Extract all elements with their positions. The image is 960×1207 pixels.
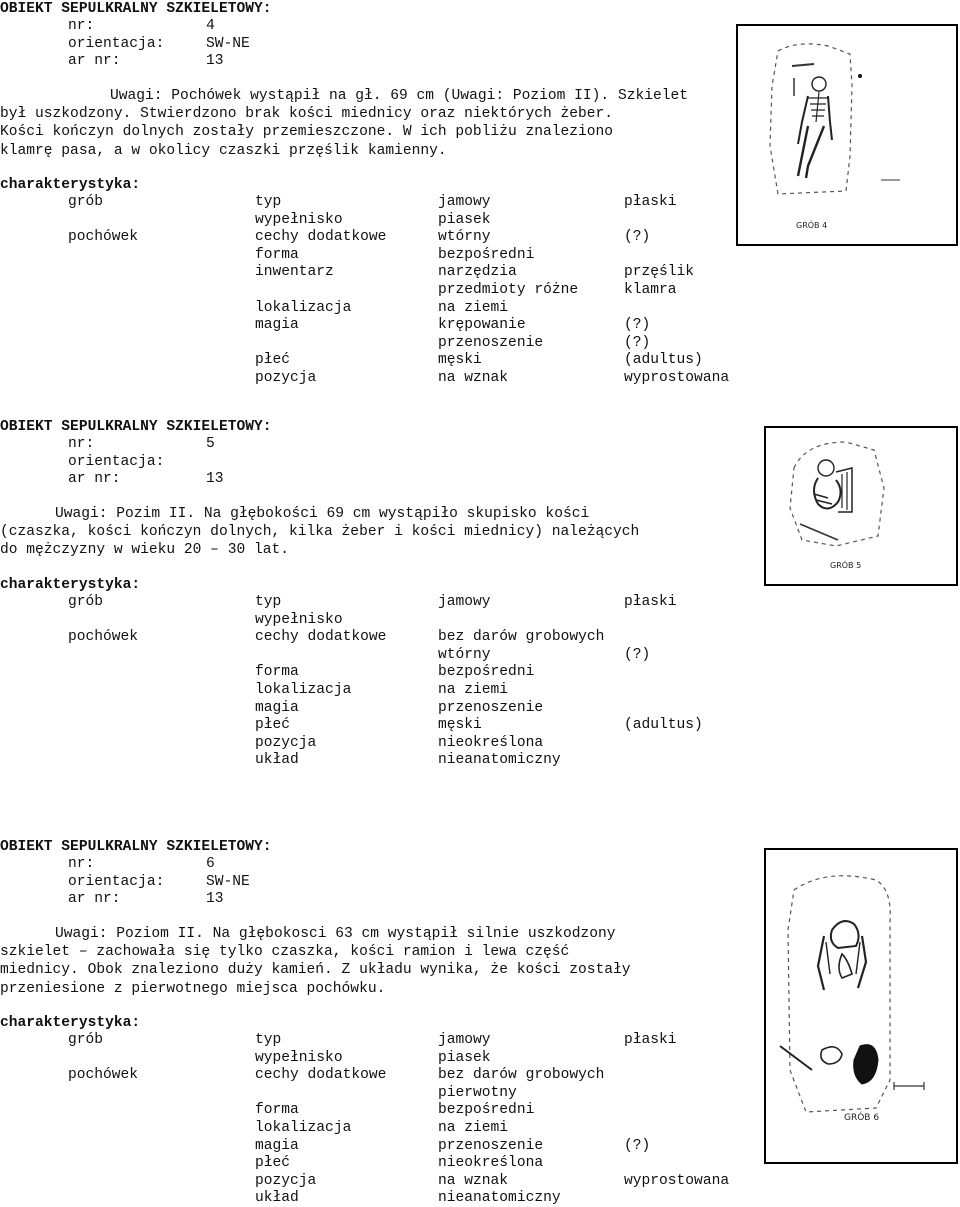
attribute-cell: płeć [255, 717, 291, 734]
orientation-value: SW-NE [206, 874, 250, 890]
ar-nr-value: 13 [206, 891, 224, 907]
qualifier-cell: (adultus) [624, 352, 703, 369]
grave-4-drawing [736, 24, 958, 246]
value-cell: bezpośredni [438, 1102, 535, 1119]
value-cell: jamowy [438, 594, 491, 610]
value-cell: przenoszenie [438, 699, 544, 716]
attribute-cell: układ [255, 752, 299, 769]
category-cell: pochówek [68, 1067, 139, 1084]
qualifier-cell: (?) [624, 317, 651, 334]
remarks-line: Uwagi: Pozim II. Na głębokości 69 cm wystąpiło skupisko kości [55, 506, 590, 522]
remarks-line: przeniesione z pierwotnego miejsca pochówku. [0, 980, 386, 997]
category-cell: pochówek [68, 629, 139, 646]
attribute-cell: forma [255, 664, 299, 681]
figure-caption: GRÓB 5 [830, 561, 862, 570]
value-cell: piasek [438, 211, 491, 228]
orientation-value: SW-NE [206, 36, 250, 52]
value-cell: na ziemi [438, 682, 509, 698]
attribute-cell: wypełnisko [255, 1049, 343, 1066]
nr-value: 4 [206, 18, 215, 34]
qualifier-cell: przęślik [624, 264, 695, 281]
attribute-cell: pozycja [255, 734, 317, 751]
value-cell: jamowy [438, 1032, 491, 1048]
value-cell: na ziemi [438, 299, 509, 316]
attribute-cell: typ [255, 594, 282, 610]
attribute-cell: inwentarz [255, 264, 334, 281]
attribute-cell: magia [255, 699, 299, 716]
attribute-cell: pozycja [255, 370, 317, 386]
characteristics-heading: charakterystyka: [0, 577, 141, 593]
qualifier-cell: (?) [624, 1137, 651, 1154]
value-cell: bezpośredni [438, 246, 535, 263]
attribute-cell: płeć [255, 1155, 291, 1172]
value-cell: nieokreślona [438, 1155, 544, 1172]
attribute-cell: forma [255, 1102, 299, 1119]
qualifier-cell: (?) [624, 229, 651, 246]
nr-label: nr: [68, 18, 95, 34]
ar-nr-label: ar nr: [68, 53, 121, 69]
remarks-line: do mężczyzny w wieku 20 – 30 lat. [0, 542, 290, 559]
qualifier-cell: płaski [624, 1032, 677, 1048]
value-cell: nieanatomiczny [438, 1190, 561, 1207]
remarks-line: był uszkodzony. Stwierdzono brak kości miednicy oraz niektórych żeber. [0, 106, 614, 123]
category-cell: pochówek [68, 229, 139, 246]
ar-nr-value: 13 [206, 471, 224, 487]
remarks-line: Uwagi: Pochówek wystąpił na gł. 69 cm (Uwagi: Poziom II). Szkielet [110, 88, 689, 104]
attribute-cell: pozycja [255, 1172, 317, 1189]
remarks-line: klamrę pasa, a w okolicy czaszki przęślik kamienny. [0, 142, 447, 159]
qualifier-cell: wyprostowana [624, 370, 730, 386]
remarks-paragraph [0, 505, 688, 560]
attribute-cell: magia [255, 1137, 299, 1154]
remarks-line: miednicy. Obok znaleziono duży kamień. Z układu wynika, że kości zostały [0, 962, 631, 979]
ar-nr-label: ar nr: [68, 891, 121, 907]
value-cell: męski [438, 352, 482, 369]
grave-4-sketch [738, 26, 956, 244]
record-header: OBIEKT SEPULKRALNY SZKIELETOWY: [0, 1, 272, 17]
value-cell: przenoszenie [438, 1137, 544, 1154]
category-cell: grób [68, 1032, 104, 1048]
remarks-line: (czaszka, kości kończyn dolnych, kilka żeber i kości miednicy) należących [0, 524, 640, 541]
value-cell: jamowy [438, 194, 491, 210]
qualifier-cell: (?) [624, 334, 651, 351]
value-cell: piasek [438, 1049, 491, 1066]
attribute-cell: lokalizacja [255, 1120, 352, 1136]
value-cell: męski [438, 717, 482, 734]
ar-nr-value: 13 [206, 53, 224, 69]
category-cell: grób [68, 594, 104, 610]
orientation-label: orientacja: [68, 874, 165, 890]
remarks-paragraph [0, 87, 688, 160]
attribute-cell: lokalizacja [255, 682, 352, 698]
value-cell: przedmioty różne [438, 282, 579, 298]
ar-nr-label: ar nr: [68, 471, 121, 487]
nr-value: 5 [206, 436, 215, 452]
category-cell: grób [68, 194, 104, 210]
attribute-cell: cechy dodatkowe [255, 629, 387, 646]
attribute-cell: płeć [255, 352, 291, 369]
attribute-cell: wypełnisko [255, 611, 343, 628]
attribute-cell: cechy dodatkowe [255, 1067, 387, 1084]
characteristics-heading: charakterystyka: [0, 1015, 141, 1031]
qualifier-cell: klamra [624, 282, 677, 298]
nr-label: nr: [68, 856, 95, 872]
qualifier-cell: (?) [624, 646, 651, 663]
grave-5-sketch [766, 428, 956, 584]
value-cell: na wznak [438, 1172, 509, 1189]
value-cell: nieokreślona [438, 734, 544, 751]
value-cell: bezpośredni [438, 664, 535, 681]
qualifier-cell: (adultus) [624, 717, 703, 734]
record-header: OBIEKT SEPULKRALNY SZKIELETOWY: [0, 839, 272, 855]
orientation-label: orientacja: [68, 36, 165, 52]
nr-label: nr: [68, 436, 95, 452]
grave-6-drawing [764, 848, 958, 1164]
value-cell: na ziemi [438, 1120, 509, 1136]
qualifier-cell: wyprostowana [624, 1172, 730, 1189]
orientation-label: orientacja: [68, 454, 165, 470]
attribute-cell: typ [255, 1032, 282, 1048]
remarks-line: Kości kończyn dolnych zostały przemieszczone. W ich pobliżu znaleziono [0, 124, 614, 141]
grave-5-drawing [764, 426, 958, 586]
remarks-paragraph [0, 925, 688, 998]
attribute-cell: magia [255, 317, 299, 334]
characteristics-heading: charakterystyka: [0, 177, 141, 193]
qualifier-cell: płaski [624, 194, 677, 210]
remarks-line: Uwagi: Poziom II. Na głębokosci 63 cm wystąpił silnie uszkodzony [55, 926, 616, 942]
remarks-line: szkielet – zachowała się tylko czaszka, kości ramion i lewa część [0, 944, 570, 961]
value-cell: krępowanie [438, 317, 526, 334]
nr-value: 6 [206, 856, 215, 872]
value-cell: na wznak [438, 370, 509, 386]
value-cell: przenoszenie [438, 334, 544, 351]
value-cell: narzędzia [438, 264, 517, 281]
record-header: OBIEKT SEPULKRALNY SZKIELETOWY: [0, 419, 272, 435]
attribute-cell: lokalizacja [255, 299, 352, 316]
figure-caption: GRÓB 6 [844, 1113, 880, 1123]
attribute-cell: cechy dodatkowe [255, 229, 387, 246]
attribute-cell: układ [255, 1190, 299, 1207]
attribute-cell: forma [255, 246, 299, 263]
qualifier-cell: płaski [624, 594, 677, 610]
attribute-cell: wypełnisko [255, 211, 343, 228]
grave-6-sketch [766, 850, 956, 1162]
value-cell: bez darów grobowych [438, 629, 605, 646]
value-cell: wtórny [438, 229, 491, 246]
attribute-cell: typ [255, 194, 282, 210]
value-cell: pierwotny [438, 1084, 517, 1101]
value-cell: bez darów grobowych [438, 1067, 605, 1084]
figure-caption: GRÓB 4 [796, 221, 828, 230]
value-cell: nieanatomiczny [438, 752, 561, 769]
value-cell: wtórny [438, 646, 491, 663]
